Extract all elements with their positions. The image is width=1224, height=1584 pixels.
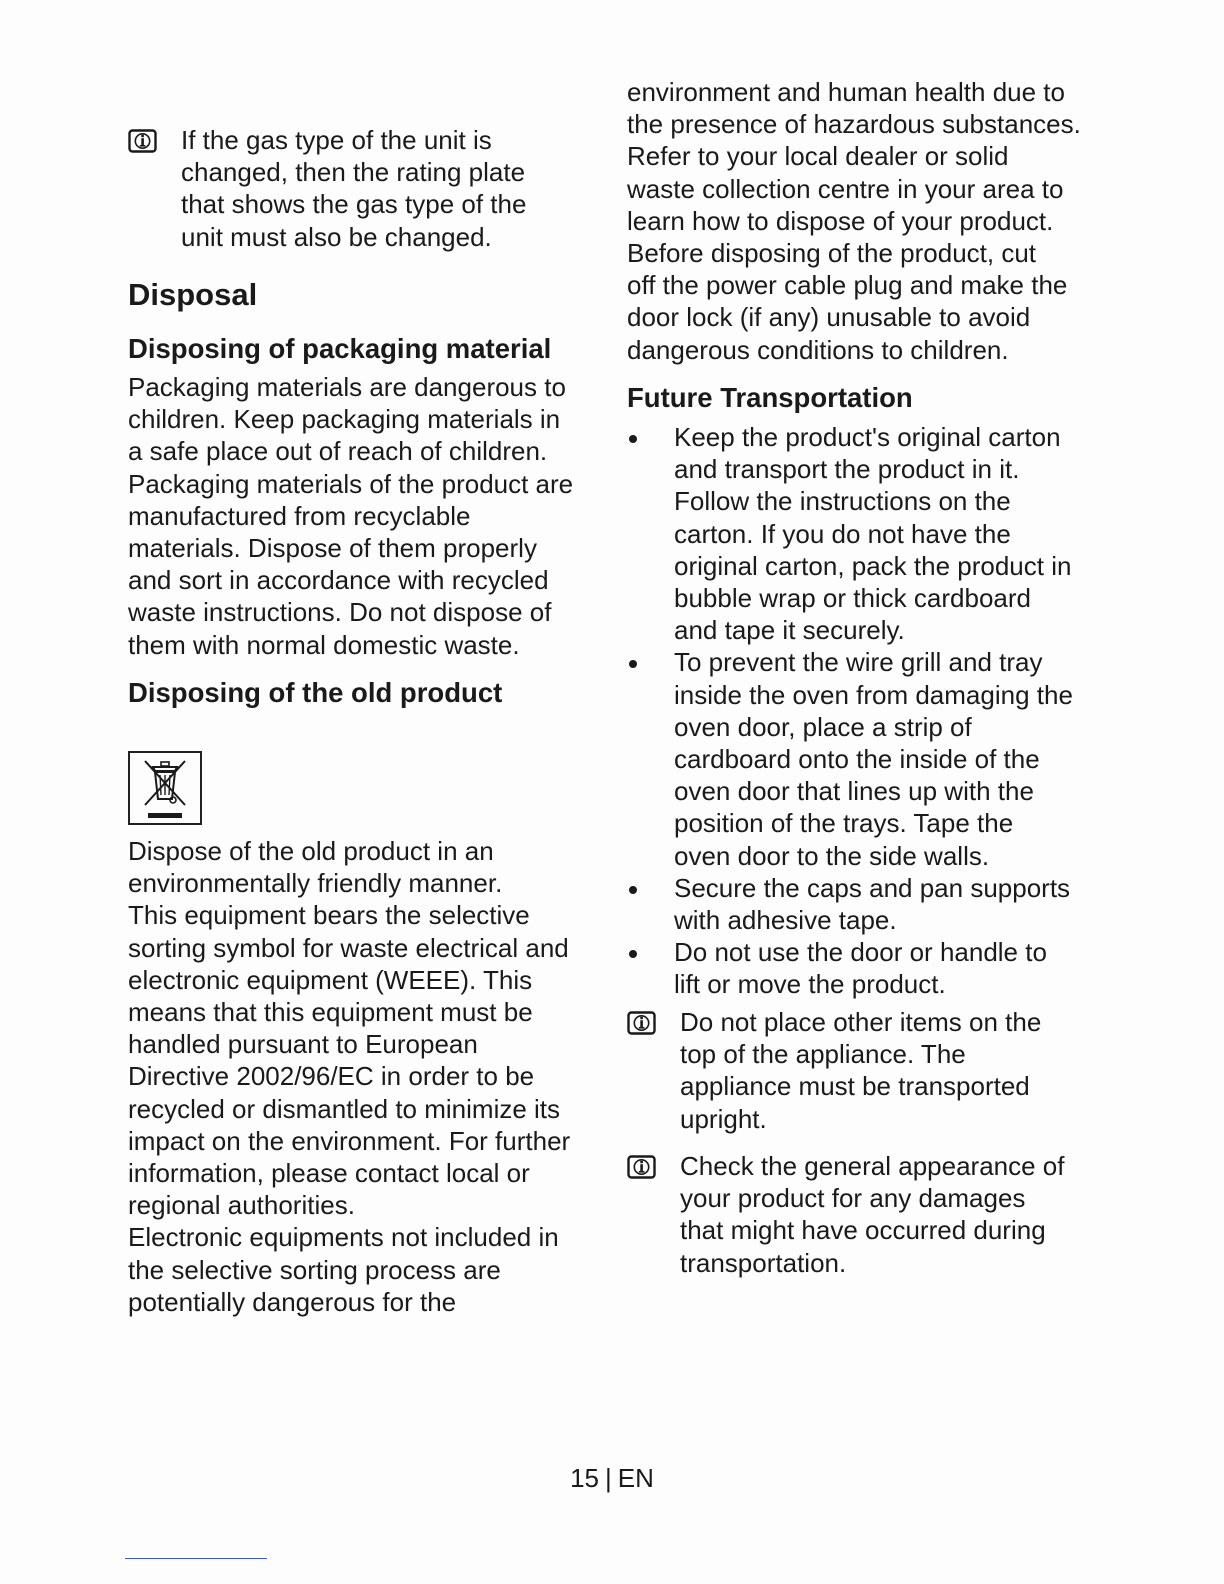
page-footer: [0, 1462, 1224, 1494]
bullet-icon: [629, 435, 637, 443]
list-item: [627, 872, 1107, 936]
old-product-text: Dispose of the old product in an environmentally friendly manner. This equipment bears the selective sorting symbol for waste electrical and electronic equipment (WEEE). This means that this equipment must be handled pursuant to European Directive 2002/96/EC in order to be recycled or dismantled to minimize its impact on the environment. For further information, please contact local or regional authorities. Electronic equipments not included in the selective sorting process are potentially dangerous for the: [128, 836, 571, 1317]
transportation-list: [627, 421, 1107, 1001]
packaging-heading: Disposing of packaging material: [128, 333, 552, 364]
info-note-top-items: [627, 1006, 1107, 1135]
list-item: [627, 421, 1107, 646]
list-item: [627, 936, 1107, 1000]
weee-bin-icon: [128, 751, 202, 825]
crossed-out-wheelie-bin-icon: [130, 753, 200, 823]
info-note-gas-type: [128, 124, 598, 253]
list-item-text: Secure the caps and pan supports with adhesive tape.: [674, 872, 1071, 936]
info-icon: [128, 129, 158, 153]
footer-separator: |: [605, 1463, 612, 1493]
page-number: 15: [570, 1463, 600, 1493]
language-code: EN: [617, 1463, 654, 1493]
info-icon: [627, 1155, 657, 1179]
gas-note-text: If the gas type of the unit is changed, then the rating plate that shows the gas type of the unit must also be changed.: [181, 125, 527, 252]
info-note-check-appearance: [627, 1150, 1107, 1279]
list-item: [627, 646, 1107, 871]
bullet-icon: [629, 886, 637, 894]
bottom-rule: [125, 1558, 267, 1559]
bullet-icon: [629, 950, 637, 958]
packaging-text: Packaging materials are dangerous to children. Keep packaging materials in a safe place out of reach of children. Packaging materials of the product are manufactured from recyclable materials. Dispose of them properly and sort in accordance with recycled waste instructions. Do not dispose of them with normal domestic waste.: [128, 372, 574, 660]
check-appearance-note-text: Check the general appearance of your product for any damages that might have occurred during transportation.: [680, 1151, 1065, 1278]
old-product-heading: Disposing of the old product: [128, 677, 503, 708]
disposal-heading: Disposal: [128, 277, 258, 312]
list-item-text: To prevent the wire grill and tray inside the oven from damaging the oven door, place a strip of cardboard onto the inside of the oven door that lines up with the position of the trays. Tape the oven door to the side walls.: [674, 647, 1073, 871]
info-icon: [627, 1011, 657, 1035]
list-item-text: Keep the product's original carton and transport the product in it. Follow the instructions on the carton. If you do not have the original carton, pack the product in bubble wrap or thick cardboard and tape it securely.: [674, 422, 1072, 646]
future-transportation-heading: Future Transportation: [627, 382, 913, 413]
top-items-note-text: Do not place other items on the top of the appliance. The appliance must be transported upright.: [680, 1007, 1042, 1134]
list-item-text: Do not use the door or handle to lift or move the product.: [674, 937, 1047, 1000]
continued-disposal-text: environment and human health due to the presence of hazardous substances. Refer to your local dealer or solid waste collection centre in your area to learn how to dispose of your product. Before disposing of the product, cut off the power cable plug and make the door lock (if any) unusable to avoid dangerous conditions to children.: [627, 77, 1081, 365]
bullet-icon: [629, 660, 637, 668]
